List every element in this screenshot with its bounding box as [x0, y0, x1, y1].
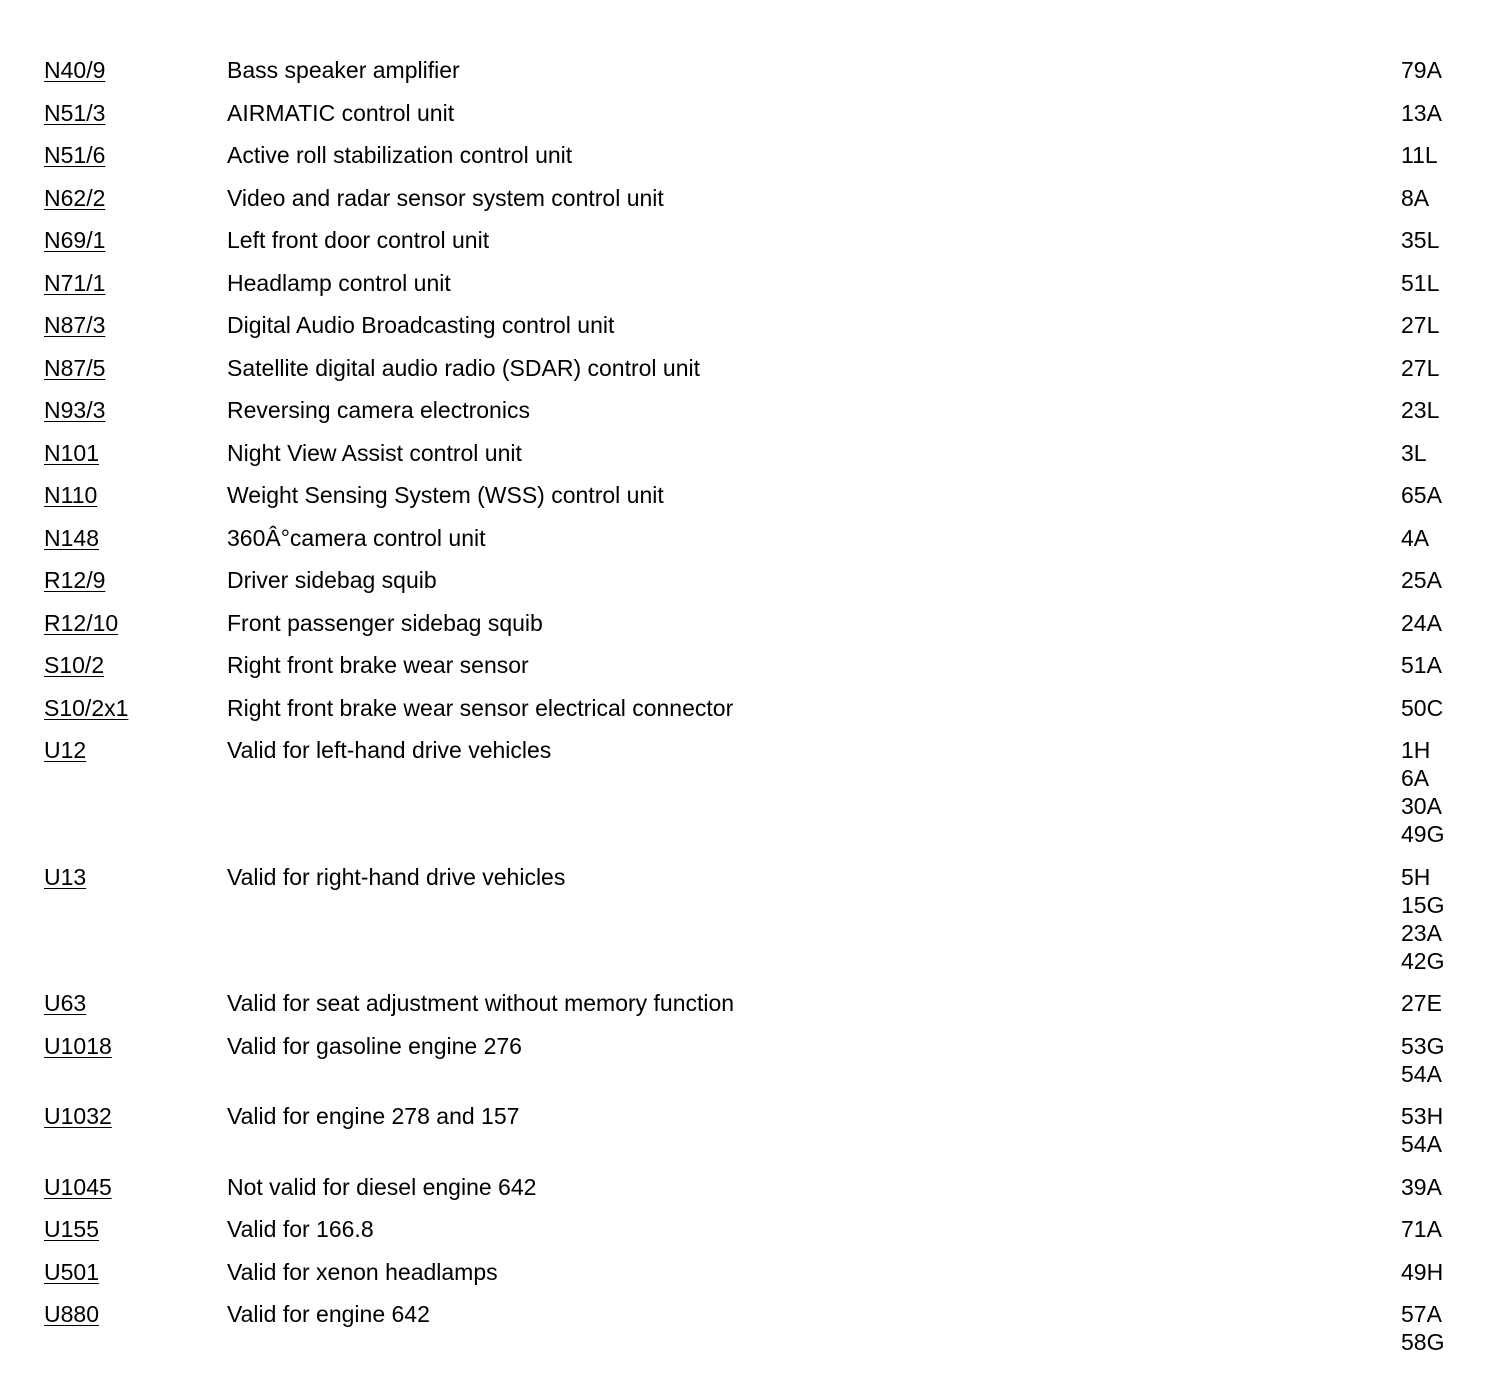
component-description: Valid for seat adjustment without memory function [227, 990, 735, 1016]
component-code-link[interactable]: N62/2 [44, 184, 106, 211]
component-description: Right front brake wear sensor [227, 652, 529, 678]
grid-reference-list [1401, 1032, 1444, 1088]
component-code-link[interactable]: U155 [44, 1216, 99, 1242]
component-description: Valid for engine 642 [227, 1301, 430, 1327]
grid-reference-list [1401, 226, 1439, 254]
grid-reference: 1H [1401, 737, 1431, 763]
component-description: 360Â°camera control unit [227, 524, 486, 551]
grid-reference: 25A [1401, 567, 1442, 593]
grid-reference: 51L [1401, 269, 1440, 296]
grid-reference: 54A [1401, 1131, 1442, 1157]
grid-reference: 5H [1401, 863, 1431, 890]
component-description: Valid for xenon headlamps [227, 1258, 498, 1285]
grid-reference: 23A [1401, 919, 1442, 946]
grid-reference-list [1401, 269, 1439, 297]
component-code-link[interactable]: N87/3 [44, 312, 106, 338]
component-code-link[interactable]: N87/5 [44, 354, 106, 381]
component-description: Valid for engine 278 and 157 [227, 1103, 520, 1129]
component-description: Bass speaker amplifier [227, 57, 460, 83]
grid-reference-list [1401, 736, 1444, 848]
component-code-link[interactable]: N51/3 [44, 99, 106, 126]
grid-reference-list [1401, 99, 1442, 127]
component-code-link[interactable]: N71/1 [44, 269, 106, 296]
component-description: Reversing camera electronics [227, 397, 530, 423]
component-description: Digital Audio Broadcasting control unit [227, 312, 615, 338]
grid-reference: 54A [1401, 1060, 1442, 1087]
component-code-link[interactable]: U63 [44, 990, 87, 1016]
component-description: Valid for gasoline engine 276 [227, 1032, 522, 1059]
grid-reference-list [1401, 524, 1429, 552]
grid-reference-list [1401, 354, 1439, 382]
component-code-link[interactable]: U1045 [44, 1173, 112, 1200]
grid-reference: 3L [1401, 439, 1427, 466]
grid-reference: 49G [1401, 821, 1445, 847]
grid-reference: 27E [1401, 990, 1442, 1016]
grid-reference-list [1401, 1258, 1443, 1286]
grid-reference: 35L [1401, 227, 1440, 253]
grid-reference-list [1401, 439, 1427, 467]
component-description: Not valid for diesel engine 642 [227, 1173, 537, 1200]
grid-reference-list [1401, 481, 1442, 509]
component-description: Valid for left-hand drive vehicles [227, 737, 552, 763]
component-code-link[interactable]: N69/1 [44, 227, 106, 253]
grid-reference-list [1401, 1102, 1443, 1158]
component-code-link[interactable]: U1032 [44, 1103, 112, 1129]
grid-reference: 23L [1401, 397, 1440, 423]
grid-reference: 24A [1401, 609, 1442, 636]
component-description: Satellite digital audio radio (SDAR) control unit [227, 354, 701, 381]
component-description: Driver sidebag squib [227, 567, 437, 593]
grid-reference: 4A [1401, 524, 1430, 551]
grid-reference: 65A [1401, 482, 1442, 508]
component-code-link[interactable]: R12/9 [44, 567, 106, 593]
grid-reference: 53H [1401, 1103, 1444, 1129]
grid-reference: 8A [1401, 184, 1430, 211]
component-code-link[interactable]: U13 [44, 863, 87, 890]
grid-reference: 11L [1401, 142, 1438, 168]
component-code-link[interactable]: N51/6 [44, 142, 106, 168]
grid-reference: 50C [1401, 694, 1444, 721]
grid-reference-list [1401, 989, 1442, 1017]
component-description: Night View Assist control unit [227, 439, 522, 466]
component-description: Active roll stabilization control unit [227, 142, 573, 168]
grid-reference-list [1401, 184, 1429, 212]
component-code-link[interactable]: N40/9 [44, 57, 106, 83]
grid-reference: 42G [1401, 947, 1445, 974]
grid-reference: 58G [1401, 1329, 1445, 1355]
component-code-link[interactable]: N110 [44, 482, 98, 508]
grid-reference-list [1401, 566, 1442, 594]
grid-reference: 71A [1401, 1216, 1442, 1242]
component-code-link[interactable]: N148 [44, 524, 99, 551]
grid-reference-list [1401, 609, 1442, 637]
component-description: Valid for 166.8 [227, 1216, 374, 1242]
grid-reference: 30A [1401, 793, 1442, 819]
component-description: Right front brake wear sensor electrical connector [227, 694, 734, 721]
grid-reference: 53G [1401, 1032, 1445, 1059]
component-description: AIRMATIC control unit [227, 99, 455, 126]
grid-reference-list [1401, 141, 1438, 169]
component-description: Front passenger sidebag squib [227, 609, 543, 636]
grid-reference-list [1401, 1173, 1442, 1201]
component-code-link[interactable]: U501 [44, 1258, 99, 1285]
grid-reference: 27L [1401, 354, 1440, 381]
grid-reference: 13A [1401, 99, 1442, 126]
grid-reference-list [1401, 311, 1439, 339]
component-code-link[interactable]: N101 [44, 439, 99, 466]
grid-reference-list [1401, 1215, 1442, 1243]
grid-reference: 15G [1401, 891, 1445, 918]
component-description: Weight Sensing System (WSS) control unit [227, 482, 664, 508]
grid-reference-list [1401, 1300, 1444, 1356]
grid-reference: 57A [1401, 1301, 1442, 1327]
component-description: Video and radar sensor system control unit [227, 184, 664, 211]
component-code-link[interactable]: U880 [44, 1301, 99, 1327]
grid-reference-list [1401, 694, 1443, 722]
component-code-link[interactable]: S10/2 [44, 652, 105, 678]
component-code-link[interactable]: U1018 [44, 1032, 112, 1059]
component-description: Valid for right-hand drive vehicles [227, 863, 566, 890]
component-description: Headlamp control unit [227, 269, 451, 296]
component-code-link[interactable]: R12/10 [44, 609, 119, 636]
component-code-link[interactable]: S10/2x1 [44, 694, 129, 721]
grid-reference: 6A [1401, 765, 1430, 791]
component-code-link[interactable]: N93/3 [44, 397, 106, 423]
component-code-link[interactable]: U12 [44, 737, 87, 763]
grid-reference: 49H [1401, 1258, 1444, 1285]
grid-reference-list [1401, 396, 1439, 424]
grid-reference: 27L [1401, 312, 1440, 338]
grid-reference: 51A [1401, 652, 1442, 678]
grid-reference-list [1401, 651, 1442, 679]
grid-reference-list [1401, 56, 1442, 84]
grid-reference-list [1401, 863, 1444, 975]
component-description: Left front door control unit [227, 227, 490, 253]
grid-reference: 79A [1401, 57, 1442, 83]
grid-reference: 39A [1401, 1173, 1442, 1200]
